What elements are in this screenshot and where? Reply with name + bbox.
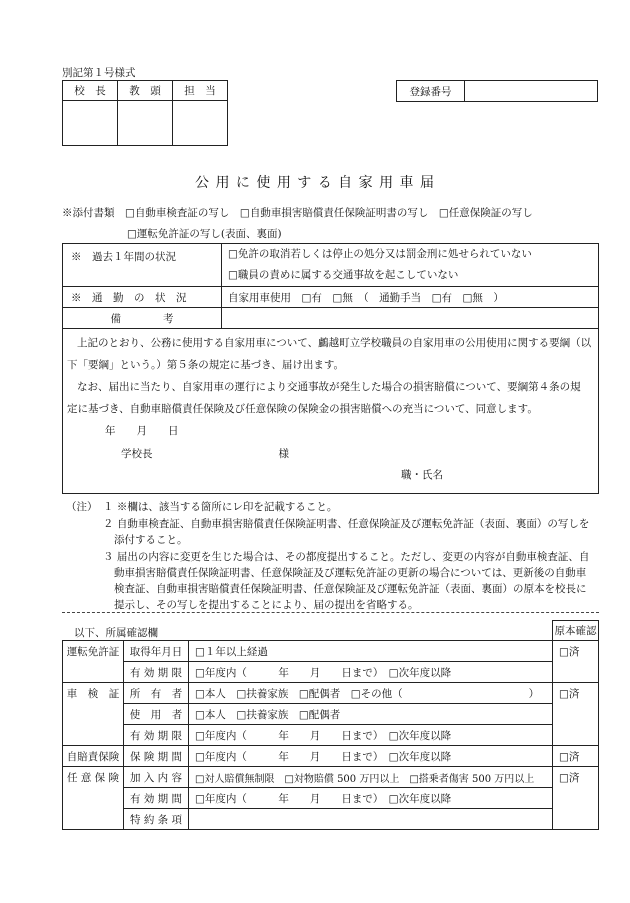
item-user: 使 用 者 (124, 704, 189, 725)
note-3a: ３ 届出の内容に変更を生じた場合は、その都度提出すること。ただし、変更の内容が自動車検査証、自 (103, 551, 590, 563)
value-coverage[interactable]: □対人賠償無制限 □対物賠償 500 万円以上 □搭乗者傷害 500 万円以上 (189, 767, 553, 788)
notes-heading: （注） (66, 501, 98, 513)
approval-vice-principal-label: 教 頭 (118, 81, 173, 101)
document-title: 公 用 に 使 用 す る 自 家 用 車 届 (195, 175, 435, 191)
registration-number-table (396, 80, 598, 102)
declaration-para-1b: 下「要綱」という。）第５条の規定に基づき、届け出ます。 (67, 359, 344, 371)
no-license-suspension-checkbox[interactable]: □免許の取消若しくは停止の処分又は罰金刑に処せられていない (228, 248, 532, 260)
check-compulsory-insurance[interactable]: □済 (553, 746, 599, 767)
declaration-signature-label[interactable]: 職・氏名 (401, 469, 443, 481)
note-3c: 検査証、自動車損害賠償責任保険証明書、任意保険証及び運転免許証（表面、裏面）の原本を校長に (114, 583, 587, 595)
section-separator (62, 612, 599, 613)
approval-stamp-table (62, 80, 228, 146)
cat-vehicle-inspection: 車 検 証 (63, 683, 124, 746)
commute-status-options[interactable]: 自家用車使用 □有 □無 （ 通勤手当 □有 □無 ） (222, 287, 599, 308)
value-acquisition-date[interactable]: □１年以上経過 (189, 641, 553, 662)
note-1: １ ※欄は、該当する箇所にレ印を記載すること。 (103, 501, 338, 513)
item-acquisition-date: 取得年月日 (124, 641, 189, 662)
declaration-para-1a: 上記のとおり、公務に使用する自家用車について、鸕越町立学校職員の自家用車の公用使用に関する要綱（以 (77, 337, 592, 349)
declaration-para-2a: なお、届出に当たり、自家用車の運行により交通事故が発生した場合の損害賠償について、要綱第４条の規 (77, 381, 581, 393)
check-voluntary-insurance[interactable]: □済 (553, 767, 599, 830)
note-3d: 提示し、その写しを提出することにより、届の提出を省略する。 (114, 599, 419, 611)
confirmation-table (62, 620, 599, 830)
cat-drivers-license: 運転免許証 (63, 641, 124, 683)
commute-status-label: ※ 通 勤 の 状 況 (63, 287, 222, 308)
registration-number-field[interactable] (465, 81, 598, 102)
declaration-date[interactable]: 年 月 日 (105, 425, 179, 437)
value-voluntary-period[interactable]: □年度内（ 年 月 日まで） □次年度以降 (189, 788, 553, 809)
approval-vice-principal-stamp[interactable] (118, 101, 173, 146)
item-inspection-expiry: 有 効 期 限 (124, 725, 189, 746)
status-table (62, 243, 599, 329)
note-2a: ２ 自動車検査証、自動車損害賠償責任保険証明書、任意保険証及び運転免許証（表面、裏面）の写しを (103, 518, 590, 530)
original-check-header: 原本確認 (553, 621, 599, 641)
attachments-line-2: □運転免許証の写し(表面、裏面) (127, 228, 282, 240)
value-special-clauses[interactable] (189, 809, 553, 830)
attachments-line-1: ※添付書類 □自動車検査証の写し □自動車損害賠償責任保険証明書の写し □任意保険証の写し (62, 207, 533, 219)
approval-staff-label: 担 当 (173, 81, 228, 101)
confirmation-caption: 以下、所属確認欄 (74, 627, 158, 639)
note-2b: 添付すること。 (114, 534, 188, 546)
no-at-fault-accident-checkbox[interactable]: □職員の責めに属する交通事故を起こしていない (228, 269, 459, 281)
check-vehicle-inspection[interactable]: □済 (553, 683, 599, 746)
registration-number-label: 登録番号 (397, 81, 465, 102)
item-special-clauses: 特 約 条 項 (124, 809, 189, 830)
value-license-expiry[interactable]: □年度内（ 年 月 日まで） □次年度以降 (189, 662, 553, 683)
value-owner[interactable]: □本人 □扶養家族 □配偶者 □その他（ ） (189, 683, 553, 704)
check-drivers-license[interactable]: □済 (553, 641, 599, 683)
declaration-box (62, 328, 599, 494)
cat-compulsory-insurance: 自賠責保険 (63, 746, 124, 767)
remarks-field[interactable] (222, 308, 599, 329)
item-owner: 所 有 者 (124, 683, 189, 704)
approval-staff-stamp[interactable] (173, 101, 228, 146)
form-number: 別記第１号様式 (62, 67, 136, 79)
remarks-label: 備 考 (63, 308, 222, 329)
item-coverage: 加 入 内 容 (124, 767, 189, 788)
past-year-status-label: ※ 過去１年間の状況 (63, 244, 222, 287)
confirmation-caption-cell (63, 621, 553, 641)
item-insurance-period: 保 険 期 間 (124, 746, 189, 767)
value-insurance-period[interactable]: □年度内（ 年 月 日まで） □次年度以降 (189, 746, 553, 767)
value-user[interactable]: □本人 □扶養家族 □配偶者 (189, 704, 553, 725)
approval-principal-stamp[interactable] (63, 101, 118, 146)
declaration-para-2b: 定に基づき、自動車賠償責任保険及び任意保険の保険金の損害賠償への充当について、同意します。 (67, 403, 538, 415)
note-3b: 動車損害賠償責任保険証明書、任意保険証及び運転免許証の更新の場合については、更新後の自動車 (114, 567, 587, 579)
value-inspection-expiry[interactable]: □年度内（ 年 月 日まで） □次年度以降 (189, 725, 553, 746)
approval-principal-label: 校 長 (63, 81, 118, 101)
declaration-addressee: 学校長 様 (121, 448, 289, 460)
item-voluntary-period: 有 効 期 間 (124, 788, 189, 809)
cat-voluntary-insurance: 任 意 保 険 (63, 767, 124, 830)
item-license-expiry: 有 効 期 限 (124, 662, 189, 683)
